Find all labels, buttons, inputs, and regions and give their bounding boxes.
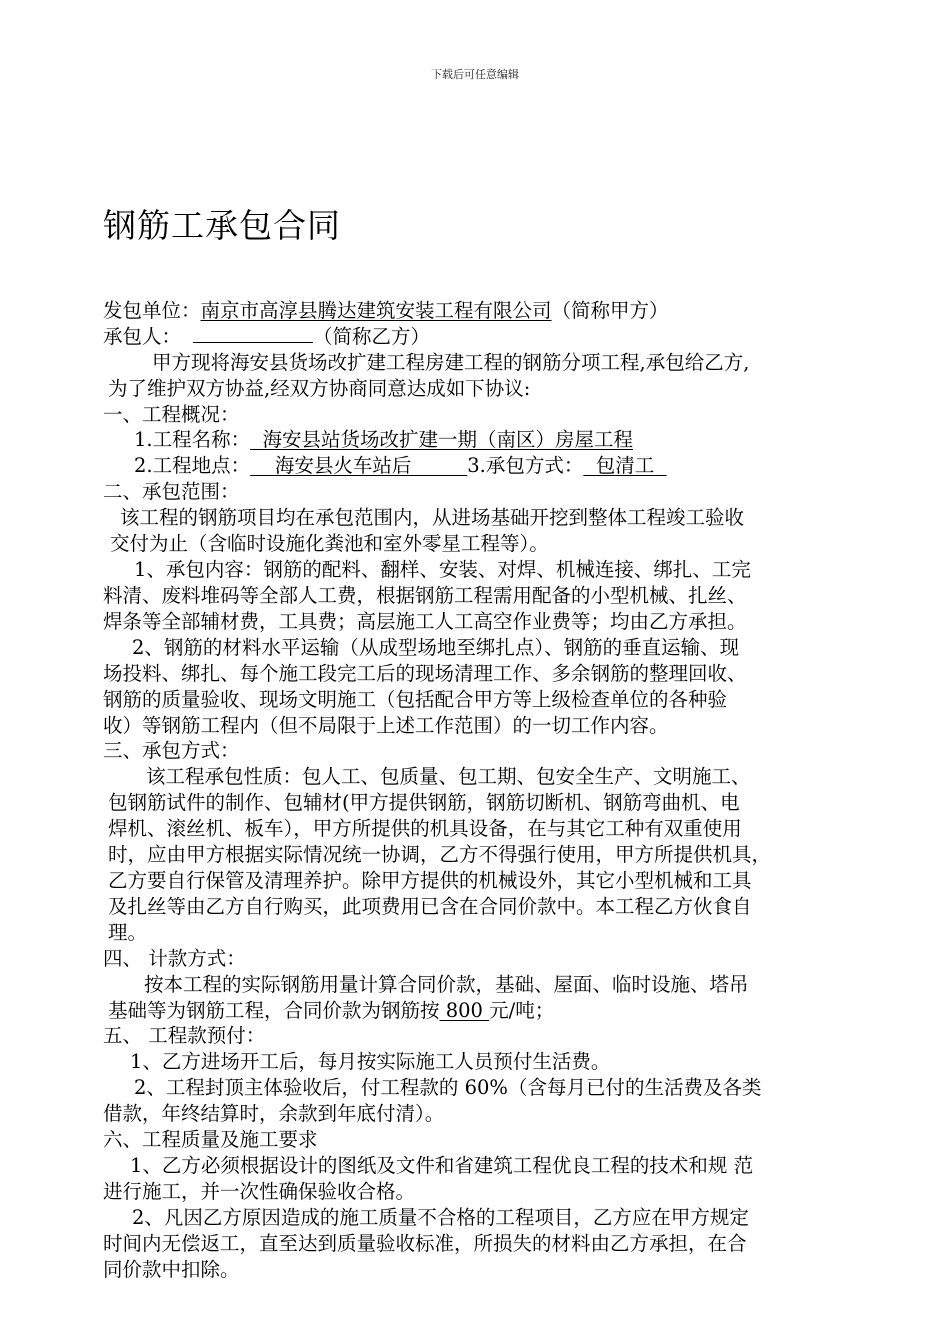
project-name-value [250,428,633,451]
paragraph-line: 2、工程封顶主体验收后，付工程款的 60%（含每月已付的生活费及各类 [134,1076,762,1099]
contractor-line [103,324,430,350]
price-value [440,999,490,1022]
paragraph-line: 时间内无偿返工，直至达到质量验收标准，所损失的材料由乙方承担，在合 [103,1232,747,1255]
paragraph-line: 理。 [108,921,148,944]
price-prefix: 基础等为钢筋工程，合同价款为钢筋按 [108,999,440,1022]
price-line [108,998,554,1024]
paragraph-line: 场投料、绑扎、每个施工段完工后的现场清理工作、多余钢筋的整理回收、 [103,662,747,685]
paragraph-line: 及扎丝等由乙方自行购买，此项费用已含在合同价款中。本工程乙方伙食自 [108,895,752,918]
employer-suffix: （简称甲方） [551,299,669,322]
paragraph-line: 料清、废料堆码等全部人工费，根据钢筋工程需用配备的小型机械、扎丝、 [103,584,747,607]
paragraph-line: 包钢筋试件的制作、包辅材(甲方提供钢筋，钢筋切断机、钢筋弯曲机、电 [108,791,740,814]
section-heading: 二、承包范围： [103,480,240,503]
paragraph-line: 1、乙方必须根据设计的图纸及文件和省建筑工程优良工程的技术和规 范 [130,1154,754,1177]
preamble-line: 为了维护双方协益,经双方协商同意达成如下协议: [108,377,531,400]
header-note: 下载后可任意编辑 [431,68,519,81]
contract-method-text: 包清工 [595,454,655,477]
paragraph-line: 钢筋的质量验收、现场文明施工（包括配合甲方等上级检查单位的各种验 [103,688,728,711]
section-heading: 四、 计款方式： [103,947,246,970]
employer-label: 发包单位： [103,299,201,322]
paragraph-line: 该工程承包性质：包人工、包质量、包工期、包安全生产、文明施工、 [146,765,751,788]
paragraph-line: 2、凡因乙方原因造成的施工质量不合格的工程项目，乙方应在甲方规定 [132,1206,749,1229]
contract-method-value [583,454,666,477]
paragraph-line: 收）等钢筋工程内（但不局限于上述工作范围）的一切工作内容。 [103,714,669,737]
preamble-line: 甲方现将海安县货场改扩建工程房建工程的钢筋分项工程,承包给乙方, [152,351,750,374]
paragraph-line: 2、钢筋的材料水平运输（从成型场地至绑扎点）、钢筋的垂直运输、现 [132,636,740,659]
contractor-blank [193,324,313,343]
paragraph-line: 焊条等全部辅材费，工具费；高层施工人工高空作业费等；均由乙方承担。 [103,610,747,633]
paragraph-line: 借款，年终结算时，余款到年底付清）。 [103,1102,445,1125]
paragraph-line: 1、承包内容：钢筋的配料、翻样、安装、对焊、机械连接、绑扎、工完 [134,558,751,581]
paragraph-line: 交付为止（含临时设施化粪池和室外零星工程等）。 [110,532,549,555]
section-heading: 五、 工程款预付： [103,1024,266,1047]
price-text: 800 [445,999,483,1022]
project-name-text: 海安县站货场改扩建一期（南区）房屋工程 [262,428,634,451]
project-site-value [250,454,467,477]
paragraph-line: 1、乙方进场开工后，每月按实际施工人员预付生活费。 [130,1050,611,1073]
paragraph-line: 焊机、滚丝机、板车），甲方所提供的机具设备，在与其它工种有双重使用 [108,817,742,840]
project-name-label: 1.工程名称： [134,428,251,451]
paragraph-line: 同价款中扣除。 [103,1258,240,1281]
paragraph-line: 进行施工，并一次性确保验收合格。 [103,1180,416,1203]
section-heading: 一、工程概况： [103,403,240,426]
section-heading: 三、承包方式： [103,739,240,762]
contractor-label: 承包人： [103,325,182,348]
paragraph-line: 乙方要自行保管及清理养护。除甲方提供的机械设外，其它小型机械和工具 [108,869,752,892]
price-suffix: 元/吨； [489,999,555,1022]
project-site-label: 2.工程地点： [134,454,251,477]
section-heading: 六、工程质量及施工要求 [103,1128,318,1151]
paragraph-line: 按本工程的实际钢筋用量计算合同价款，基础、屋面、临时设施、塔吊 [144,973,749,996]
contractor-suffix: （简称乙方） [313,325,431,348]
document-title: 钢筋工承包合同 [103,206,341,245]
employer-name: 南京市高淳县腾达建筑安装工程有限公司 [200,299,552,322]
contract-method-label: 3.承包方式： [467,454,584,477]
project-site-text: 海安县火车站后 [274,454,412,477]
project-site-line [134,453,667,479]
paragraph-line: 该工程的钢筋项目均在承包范围内，从进场基础开挖到整体工程竣工验收 [120,506,745,529]
employer-line [103,298,669,324]
project-name-line [134,427,633,453]
paragraph-line: 时，应由甲方根据实际情况统一协调，乙方不得强行使用，甲方所提供机具， [108,843,772,866]
